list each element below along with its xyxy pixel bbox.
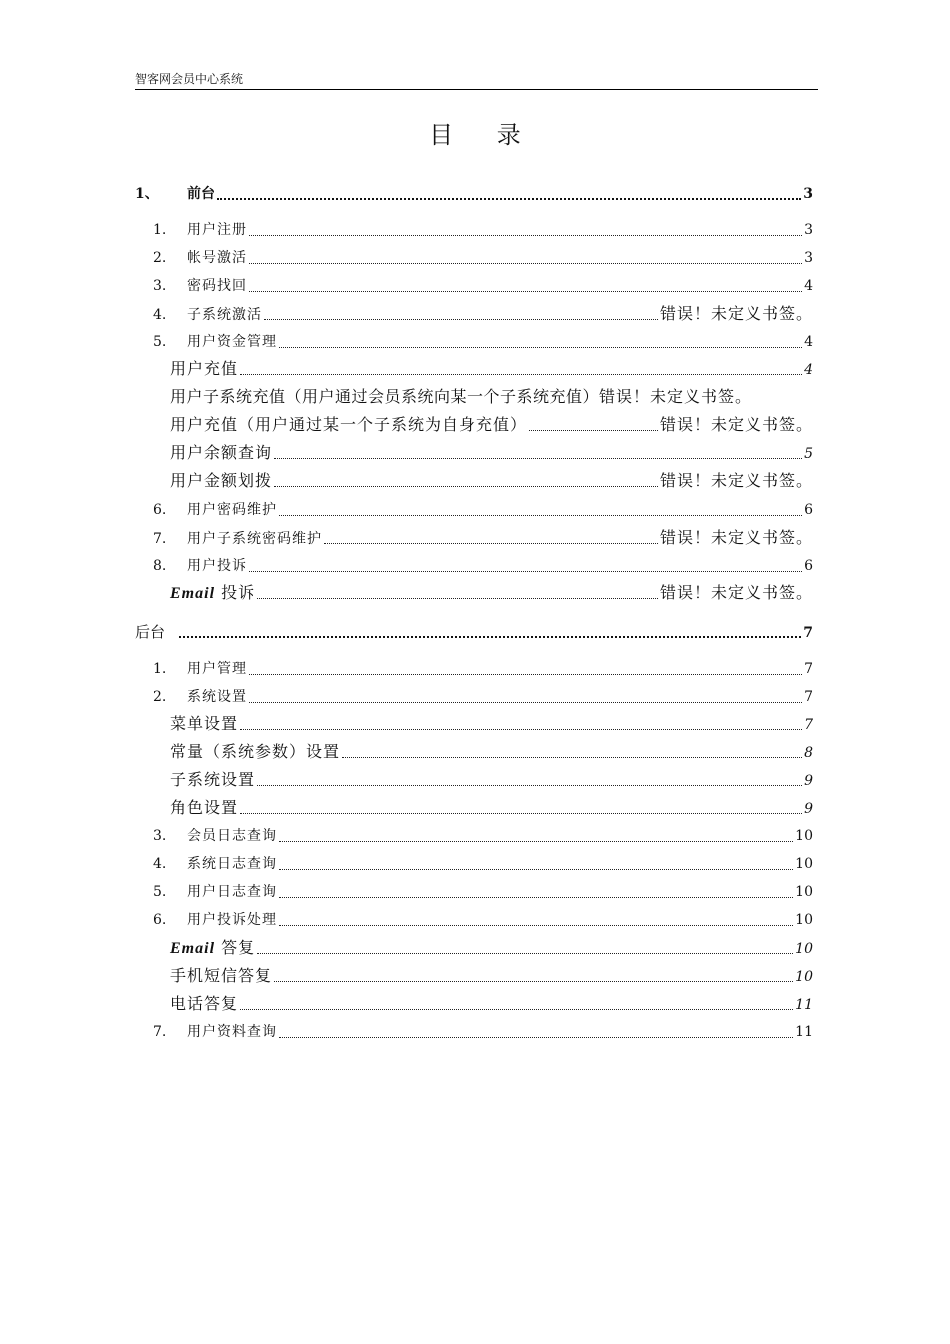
toc-label: 密码找回 [187, 278, 247, 294]
toc-label: 用户子系统充值（用户通过会员系统向某一个子系统充值） [170, 387, 600, 406]
toc-number: 2. [153, 250, 167, 266]
toc-number: 1. [153, 661, 167, 677]
toc-page: 4 [804, 362, 813, 378]
toc-leader [257, 952, 793, 954]
toc-leader [274, 485, 658, 487]
toc-page: 7 [804, 689, 813, 705]
toc-label: 用户投诉处理 [187, 912, 277, 928]
toc-page: 10 [795, 912, 813, 928]
toc-leader [249, 262, 802, 264]
toc-leader [279, 924, 793, 926]
toc-leader [249, 290, 802, 292]
toc-number: 1、 [135, 186, 159, 202]
toc-label: 用户充值（用户通过某一个子系统为自身充值） [170, 415, 528, 434]
toc-label: 电话答复 [170, 994, 239, 1013]
toc-entry[interactable] [153, 244, 813, 272]
toc-label: 角色设置 [170, 798, 239, 817]
toc-leader [179, 635, 801, 638]
toc-entry[interactable] [170, 766, 813, 794]
toc-leader [324, 542, 658, 544]
toc-label: 子系统激活 [187, 307, 262, 323]
page-title: 目 录 [429, 121, 539, 149]
toc-label: 用户投诉 [187, 558, 247, 574]
toc-leader [279, 868, 793, 870]
toc-leader [264, 318, 658, 320]
toc-leader [279, 514, 802, 516]
toc-label-em: Email [170, 585, 216, 602]
toc-number: 3. [153, 278, 167, 294]
toc-page: 6 [804, 558, 813, 574]
toc-label: 会员日志查询 [187, 828, 277, 844]
toc-entry[interactable] [153, 906, 813, 934]
toc-label: 系统日志查询 [187, 856, 277, 872]
toc-entry[interactable] [153, 328, 813, 356]
toc-number: 6. [153, 912, 167, 928]
toc-label: 手机短信答复 [170, 966, 273, 985]
toc-number: 5. [153, 884, 167, 900]
toc-label: 用户密码维护 [187, 502, 277, 518]
toc-page: 3 [803, 186, 813, 202]
toc-entry-backend[interactable] [135, 618, 813, 646]
toc-page: 5 [804, 446, 813, 462]
toc-number: 5. [153, 334, 167, 350]
header-title: 智客网会员中心系统 [135, 72, 244, 86]
toc-leader [257, 597, 658, 599]
toc-entry[interactable] [170, 710, 813, 738]
toc-leader [279, 1036, 793, 1038]
toc-label: 用户日志查询 [187, 884, 277, 900]
toc-label: 菜单设置 [170, 714, 239, 733]
toc-page: 7 [804, 661, 813, 677]
toc-leader [217, 197, 801, 200]
toc-label: 答复 [215, 938, 256, 957]
toc-page: 10 [795, 828, 813, 844]
toc-label: 用户资料查询 [187, 1024, 277, 1040]
toc-label: 用户充值 [170, 359, 239, 378]
toc-page: 9 [804, 801, 813, 817]
toc-label: 用户资金管理 [187, 334, 277, 350]
toc-label-em: Email [170, 940, 216, 957]
toc-number: 8. [153, 558, 167, 574]
toc-label: 子系统设置 [170, 770, 256, 789]
toc-leader [240, 373, 802, 375]
toc-label: 常量（系统参数）设置 [170, 742, 341, 761]
toc-entry[interactable] [170, 794, 813, 822]
toc-entry[interactable] [153, 878, 813, 906]
toc-page: 10 [795, 941, 813, 957]
toc-entry[interactable] [153, 1018, 813, 1046]
toc-leader [249, 673, 802, 675]
toc-label: 后台 [135, 623, 166, 641]
toc-page: 11 [795, 997, 813, 1013]
toc-page: 3 [804, 250, 813, 266]
toc-entry[interactable] [153, 850, 813, 878]
toc-number: 3. [153, 828, 167, 844]
toc-entry[interactable] [170, 355, 813, 383]
toc-number: 4. [153, 307, 167, 323]
toc-label: 用户管理 [187, 661, 247, 677]
toc-leader [274, 457, 802, 459]
toc-page: 11 [795, 1024, 813, 1040]
toc-leader [249, 234, 802, 236]
toc-entry[interactable] [170, 439, 813, 467]
toc-page: 8 [804, 745, 813, 761]
toc-entry[interactable] [153, 272, 813, 300]
toc-label: 用户金额划拨 [170, 471, 273, 490]
toc-entry[interactable] [170, 467, 813, 495]
toc-leader [529, 429, 658, 431]
toc-page: 错误！未定义书签。 [659, 471, 813, 490]
toc-page: 6 [804, 502, 813, 518]
toc-page: 错误！未定义书签。 [659, 583, 813, 602]
toc-number: 7. [153, 531, 167, 547]
toc-entry[interactable] [153, 822, 813, 850]
toc-leader [279, 840, 793, 842]
toc-entry[interactable] [153, 300, 813, 328]
toc-entry[interactable] [170, 738, 813, 766]
toc-page: 错误！未定义书签。 [659, 304, 813, 323]
toc-label: 用户注册 [187, 222, 247, 238]
toc-label: 帐号激活 [187, 250, 247, 266]
toc-page: 9 [804, 773, 813, 789]
toc-page: 4 [804, 334, 813, 350]
toc-leader [240, 728, 802, 730]
toc-leader [240, 812, 802, 814]
toc-entry[interactable] [170, 579, 813, 607]
toc-page: 7 [804, 717, 813, 733]
toc-label: 系统设置 [187, 689, 247, 705]
toc-entry[interactable] [170, 990, 813, 1018]
toc-entry[interactable] [153, 655, 813, 683]
toc-label: 前台 [187, 186, 215, 202]
toc-leader [279, 896, 793, 898]
toc-leader [249, 570, 802, 572]
toc-leader [279, 346, 802, 348]
toc-label: 投诉 [215, 583, 256, 602]
toc-entry[interactable] [170, 383, 813, 411]
toc-leader [274, 980, 793, 982]
toc-entry[interactable] [170, 934, 813, 962]
toc-leader [249, 701, 802, 703]
toc-page: 错误！未定义书签。 [659, 415, 813, 434]
toc-page: 10 [795, 969, 813, 985]
toc-label: 用户子系统密码维护 [187, 531, 322, 547]
toc-page: 错误！未定义书签。 [599, 387, 753, 406]
toc-label: 用户余额查询 [170, 443, 273, 462]
toc-number: 7. [153, 1024, 167, 1040]
toc-number: 1. [153, 222, 167, 238]
toc-number: 6. [153, 502, 167, 518]
toc-page: 3 [804, 222, 813, 238]
toc-entry-frontend[interactable] [135, 180, 813, 208]
toc-entry[interactable] [153, 683, 813, 711]
toc-leader [240, 1008, 793, 1010]
toc-page: 错误！未定义书签。 [659, 528, 813, 547]
toc-leader [257, 784, 802, 786]
toc-entry[interactable] [153, 552, 813, 580]
toc-entry[interactable] [170, 411, 813, 439]
toc-number: 2. [153, 689, 167, 705]
toc-leader [342, 756, 802, 758]
toc-page: 10 [795, 856, 813, 872]
toc-page: 10 [795, 884, 813, 900]
toc-entry[interactable] [153, 524, 813, 552]
page-header [135, 70, 818, 90]
toc-page: 7 [803, 625, 813, 641]
toc-page: 4 [804, 278, 813, 294]
toc-entry[interactable] [170, 962, 813, 990]
toc-number: 4. [153, 856, 167, 872]
toc-entry[interactable] [153, 496, 813, 524]
toc-entry[interactable] [153, 216, 813, 244]
